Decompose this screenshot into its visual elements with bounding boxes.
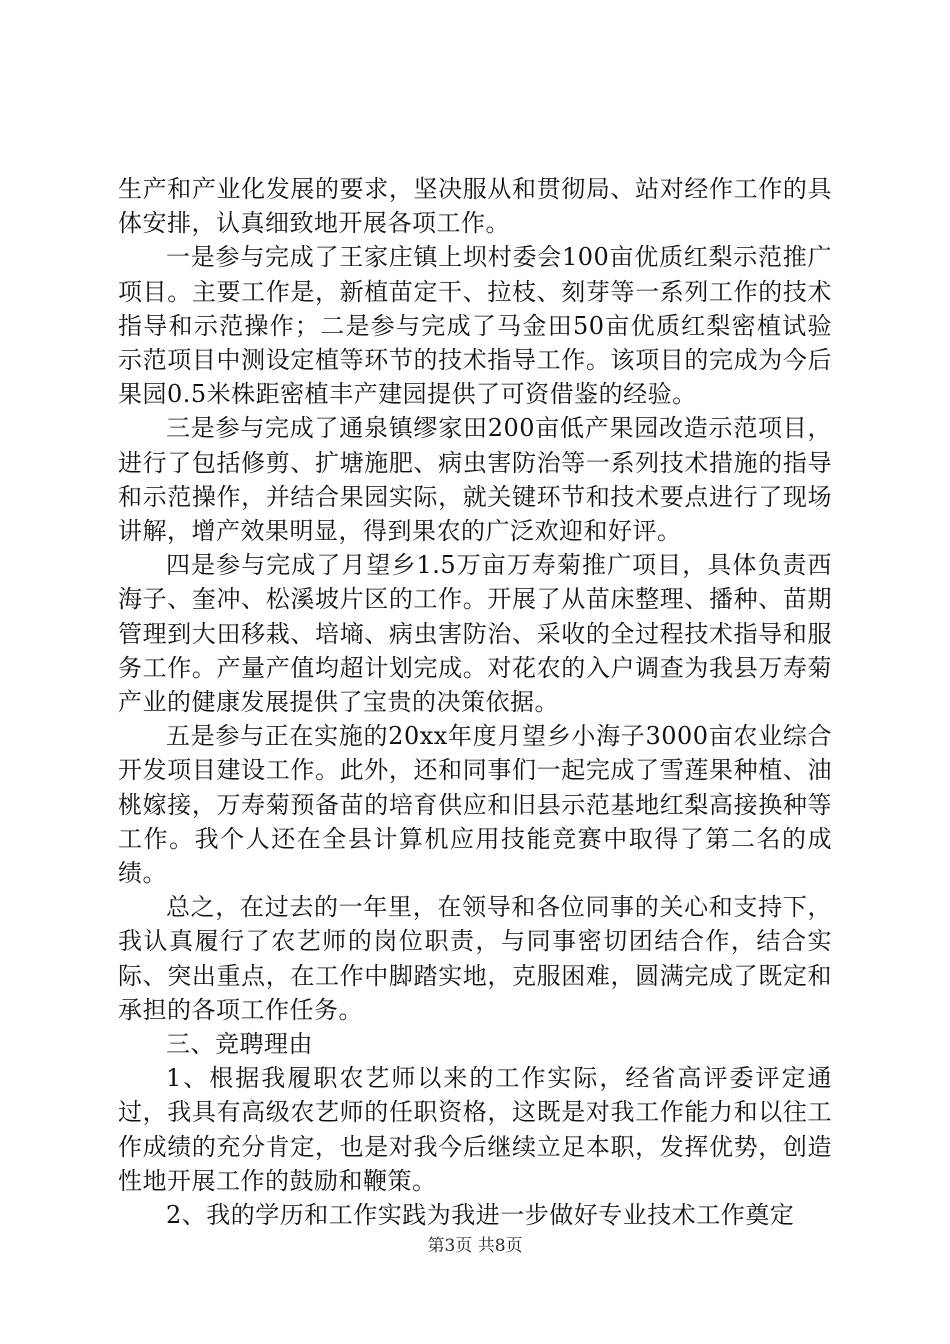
- paragraph-item-4: 四是参与完成了月望乡1.5万亩万寿菊推广项目，具体负责西海子、奎冲、松溪坡片区的工作。开展了从苗床整理、播种、苗期管理到大田移栽、培墒、病虫害防治、采收的全过程技术指导和服务工作。产量产值均超计划完成。对花农的入户调查为我县万寿菊产业的健康发展提供了宝贵的决策依据。: [118, 551, 832, 717]
- paragraph-reason-1: 1、根据我履职农艺师以来的工作实际，经省高评委评定通过，我具有高级农艺师的任职资格，这既是对我工作能力和以往工作成绩的充分肯定，也是对我今后继续立足本职，发挥优势，创造性地开展工作的鼓励和鞭策。: [118, 1064, 832, 1195]
- paragraph-item-1: 一是参与完成了王家庄镇上坝村委会100亩优质红梨示范推广项目。主要工作是，新植苗定干、拉枝、刻芽等一系列工作的技术指导和示范操作；二是参与完成了马金田50亩优质红梨密植试验示范项目中测设定植等环节的技术指导工作。该项目的完成为今后果园0.5米株距密植丰产建园提供了可资借鉴的经验。: [118, 243, 832, 409]
- paragraph-reason-2: 2、我的学历和工作实践为我进一步做好专业技术工作奠定: [166, 1201, 795, 1230]
- page-number-footer: 第3页 共8页: [427, 1236, 523, 1256]
- paragraph-summary: 总之，在过去的一年里，在领导和各位同事的关心和支持下，我认真履行了农艺师的岗位职责，与同事密切团结合作，结合实际、突出重点，在工作中脚踏实地，克服困难，圆满完成了既定和承担的各项工作任务。: [118, 893, 832, 1024]
- section-heading: 三、竞聘理由: [166, 1030, 313, 1059]
- paragraph-item-3: 三是参与完成了通泉镇缪家田200亩低产果园改造示范项目，进行了包括修剪、扩塘施肥、病虫害防治等一系列技术措施的指导和示范操作，并结合果园实际，就关键环节和技术要点进行了现场讲解，增产效果明显，得到果农的广泛欢迎和好评。: [118, 414, 832, 546]
- paragraph-item-5: 五是参与正在实施的20xx年度月望乡小海子3000亩农业综合开发项目建设工作。此外，还和同事们一起完成了雪莲果种植、油桃嫁接，万寿菊预备苗的培育供应和旧县示范基地红梨高接换种等工作。我个人还在全县计算机应用技能竞赛中取得了第二名的成绩。: [118, 722, 832, 888]
- document-body: [118, 172, 832, 1232]
- paragraph-continuation: 生产和产业化发展的要求，坚决服从和贯彻局、站对经作工作的具体安排，认真细致地开展各项工作。: [118, 175, 832, 238]
